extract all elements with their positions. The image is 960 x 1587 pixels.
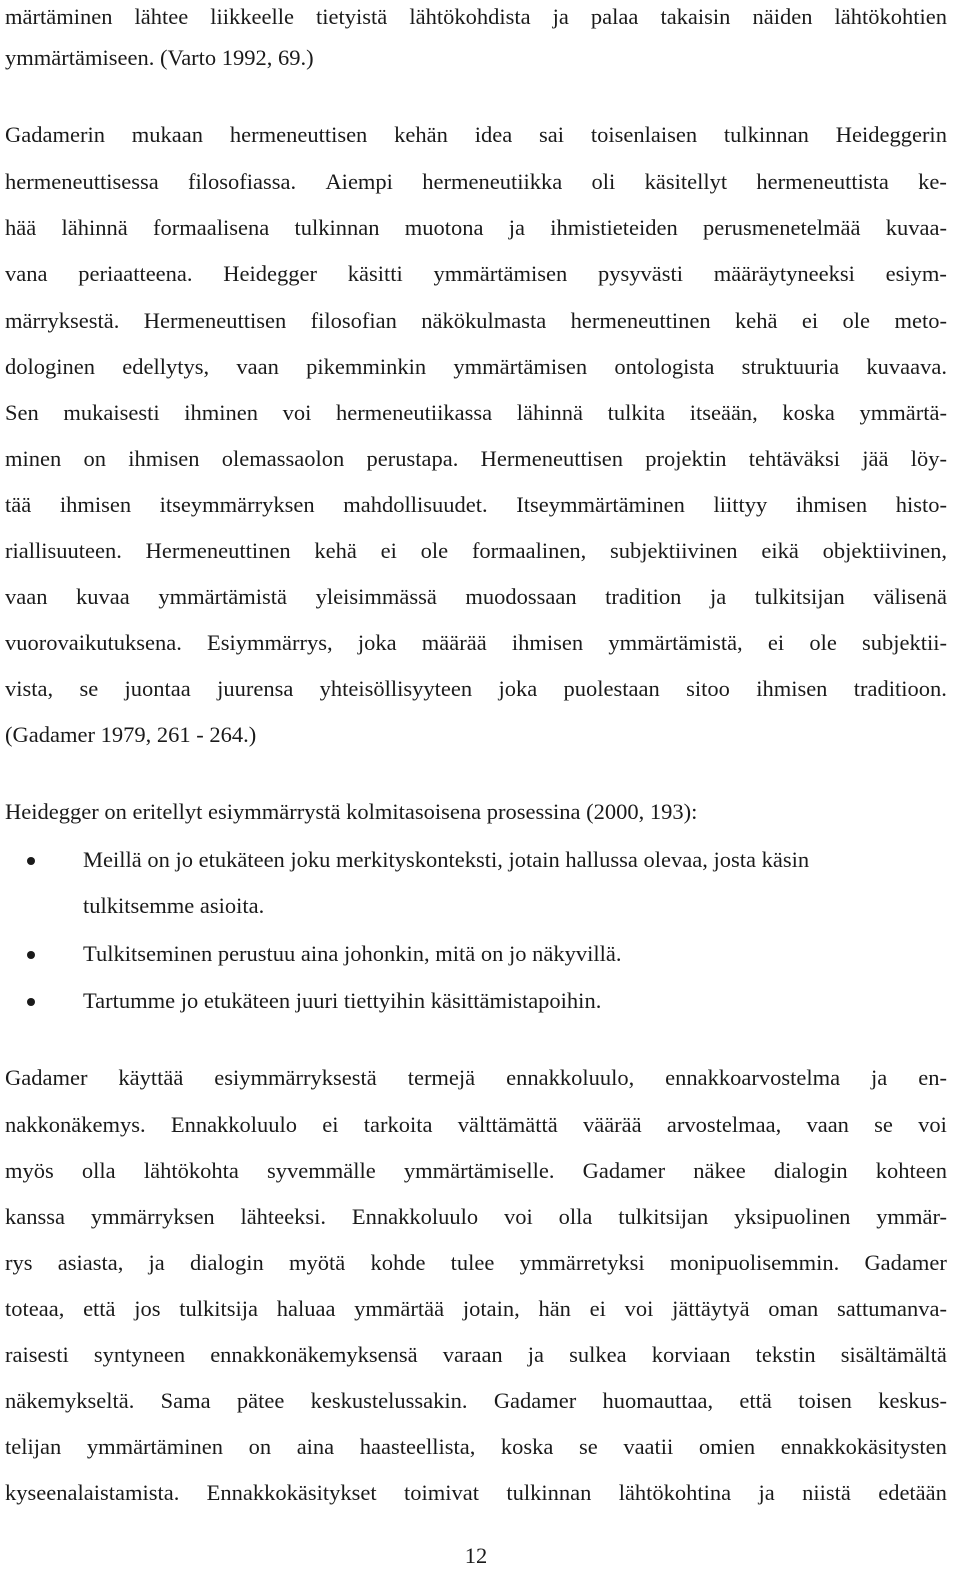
- text-line: näkemykseltä. Sama pätee keskustelussakin. Gadamer huomauttaa, että toisen keskus-: [5, 1388, 947, 1413]
- text-line: minen on ihmisen olemassaolon perustapa. Hermeneuttisen projektin tehtäväksi jää löy-: [5, 446, 947, 471]
- text-line: märryksestä. Hermeneuttisen filosofian näkökulmasta hermeneuttinen kehä ei ole meto-: [5, 308, 947, 333]
- text-line: vaan kuvaa ymmärtämistä yleisimmässä muodossaan tradition ja tulkitsijan välisenä: [5, 584, 947, 609]
- text-line: rys asiasta, ja dialogin myötä kohde tulee ymmärretyksi monipuolisemmin. Gadamer: [5, 1250, 947, 1275]
- text-line: (Gadamer 1979, 261 - 264.): [5, 722, 257, 747]
- text-line: vista, se juontaa juurensa yhteisöllisyyteen joka puolestaan sitoo ihmisen traditioon.: [5, 676, 947, 701]
- text-line: Sen mukaisesti ihminen voi hermeneutiikassa lähinnä tulkita itseään, koska ymmärtä-: [5, 400, 947, 425]
- text-line: Gadamerin mukaan hermeneuttisen kehän idea sai toisenlaisen tulkinnan Heideggerin: [5, 122, 947, 147]
- text-line: hermeneuttisessa filosofiassa. Aiempi hermeneutiikka oli käsitellyt hermeneuttista ke-: [5, 169, 947, 194]
- text-line: dologinen edellytys, vaan pikemminkin ymmärtämisen ontologista struktuuria kuvaava.: [5, 354, 947, 379]
- text-line: riallisuuteen. Hermeneuttinen kehä ei ole formaalinen, subjektiivinen eikä objektiivinen,: [5, 538, 947, 563]
- list-item-text: tulkitsemme asioita.: [83, 893, 265, 918]
- bullet-icon: [27, 998, 35, 1006]
- bullet-icon: [27, 857, 35, 865]
- list-item-text: Tulkitseminen perustuu aina johonkin, mitä on jo näkyvillä.: [83, 941, 622, 966]
- text-line: vuorovaikutuksena. Esiymmärrys, joka määrää ihmisen ymmärtämistä, ei ole subjektii-: [5, 630, 947, 655]
- text-line: kanssa ymmärryksen lähteeksi. Ennakkoluulo voi olla tulkitsijan yksipuolinen ymmär-: [5, 1204, 947, 1229]
- text-line: kyseenalaistamista. Ennakkokäsitykset toimivat tulkinnan lähtökohtina ja niistä edetään: [5, 1480, 947, 1505]
- text-line: Gadamer käyttää esiymmärryksestä termejä ennakkoluulo, ennakkoarvostelma ja en-: [5, 1065, 947, 1090]
- text-line: telijan ymmärtäminen on aina haasteellista, koska se vaatii omien ennakkokäsitysten: [5, 1434, 947, 1459]
- text-line: nakkonäkemys. Ennakkoluulo ei tarkoita välttämättä väärää arvostelmaa, vaan se voi: [5, 1112, 947, 1137]
- text-line: vana periaatteena. Heidegger käsitti ymmärtämisen pysyvästi määräytyneeksi esiym-: [5, 261, 947, 286]
- text-line: raisesti syntyneen ennakkonäkemyksensä varaan ja sulkea korviaan tekstin sisältämältä: [5, 1342, 947, 1367]
- list-item-text: Tartumme jo etukäteen juuri tiettyihin käsittämistapoihin.: [83, 988, 602, 1013]
- text-line: myös olla lähtökohta syvemmälle ymmärtämiselle. Gadamer näkee dialogin kohteen: [5, 1158, 947, 1183]
- bullet-icon: [27, 951, 35, 959]
- text-line: märtäminen lähtee liikkeelle tietyistä lähtökohdista ja palaa takaisin näiden lähtökohtien: [5, 4, 947, 29]
- text-line: Heidegger on eritellyt esiymmärrystä kolmitasoisena prosessina (2000, 193):: [5, 799, 698, 824]
- text-line: hää lähinnä formaalisena tulkinnan muotona ja ihmistieteiden perusmenetelmää kuvaa-: [5, 215, 947, 240]
- text-line: ymmärtämiseen. (Varto 1992, 69.): [5, 45, 314, 70]
- text-line: tää ihmisen itseymmärryksen mahdollisuudet. Itseymmärtäminen liittyy ihmisen histo-: [5, 492, 947, 517]
- page-number: 12: [464, 1543, 488, 1568]
- text-line: toteaa, että jos tulkitsija haluaa ymmärtää jotain, hän ei voi jättäytyä oman sattumanva-: [5, 1296, 947, 1321]
- list-item-text: Meillä on jo etukäteen joku merkityskonteksti, jotain hallussa olevaa, josta käsin: [83, 847, 810, 872]
